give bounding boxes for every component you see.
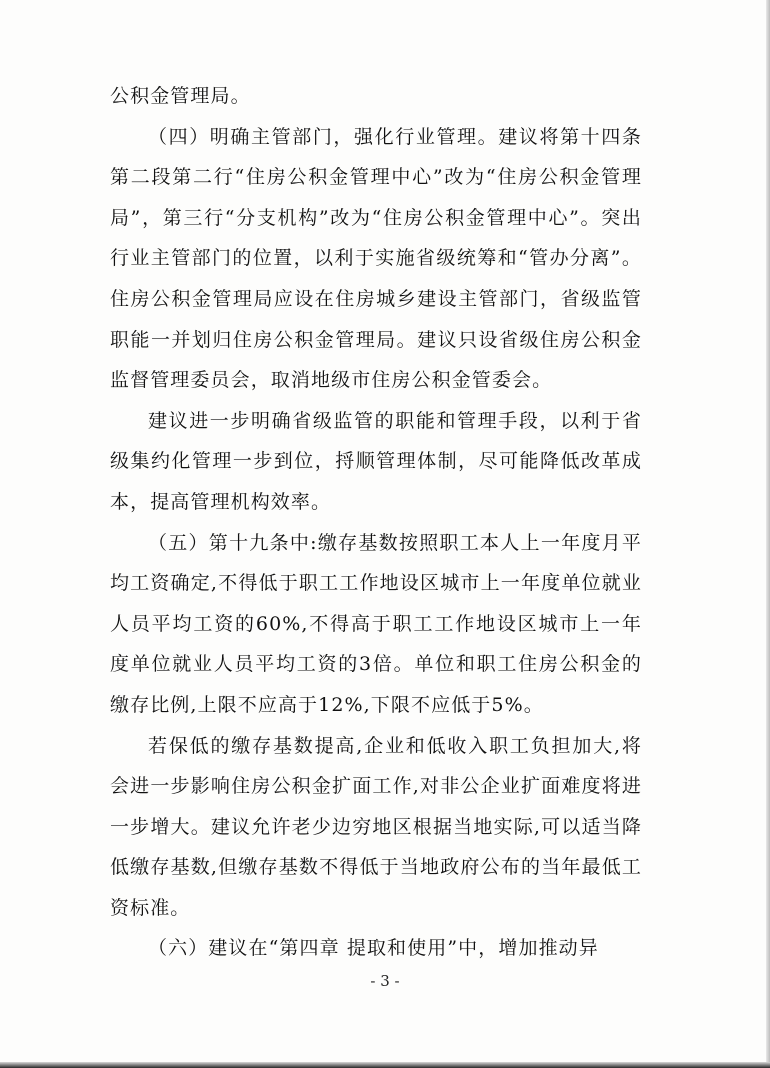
paragraph-section-five: （五）第十九条中:缴存基数按照职工本人上一年度月平均工资确定,不得低于职工工作地设区城市上一年度单位就业人员平均工资的60%,不得高于职工工作地设区城市上一年度单位就业人员平均工资的3倍。单位和职工住房公积金的缴存比例,上限不应高于12%,下限不应低于5%。 xyxy=(110,531,642,716)
page-number: - 3 - xyxy=(370,972,400,990)
paragraph-section-six: （六）建议在“第四章 提取和使用”中，增加推动异 xyxy=(148,937,599,960)
scan-edge-right xyxy=(766,0,770,1068)
paragraph-continuation: 公积金管理局。 xyxy=(110,85,251,107)
document-body xyxy=(110,76,642,969)
paragraph-supervision: 建议进一步明确省级监管的职能和管理手段，以利于省级集约化管理一步到位，捋顺管理体制，尽可能降低改革成本，提高管理机构效率。 xyxy=(110,409,642,513)
scan-edge-bottom xyxy=(0,1062,770,1068)
paragraph-section-four: （四）明确主管部门，强化行业管理。建议将第十四条第二段第二行“住房公积金管理中心”改为“住房公积金管理局”，第三行“分支机构”改为“住房公积金管理中心”。突出行业主管部门的位置，以利于实施省级统筹和“管办分离”。住房公积金管理局应设在住房城乡建设主管部门，省级监管职能一并划归住房公积金管理局。建议只设省级住房公积金监督管理委员会，取消地级市住房公积金管委会。 xyxy=(110,125,642,392)
paragraph-contribution-base: 若保低的缴存基数提高,企业和低收入职工负担加大,将会进一步影响住房公积金扩面工作,对非公企业扩面难度将进一步增大。建议允许老少边穷地区根据当地实际,可以适当降低缴存基数,但缴存基数不得低于当地政府公布的当年最低工资标准。 xyxy=(110,734,642,919)
